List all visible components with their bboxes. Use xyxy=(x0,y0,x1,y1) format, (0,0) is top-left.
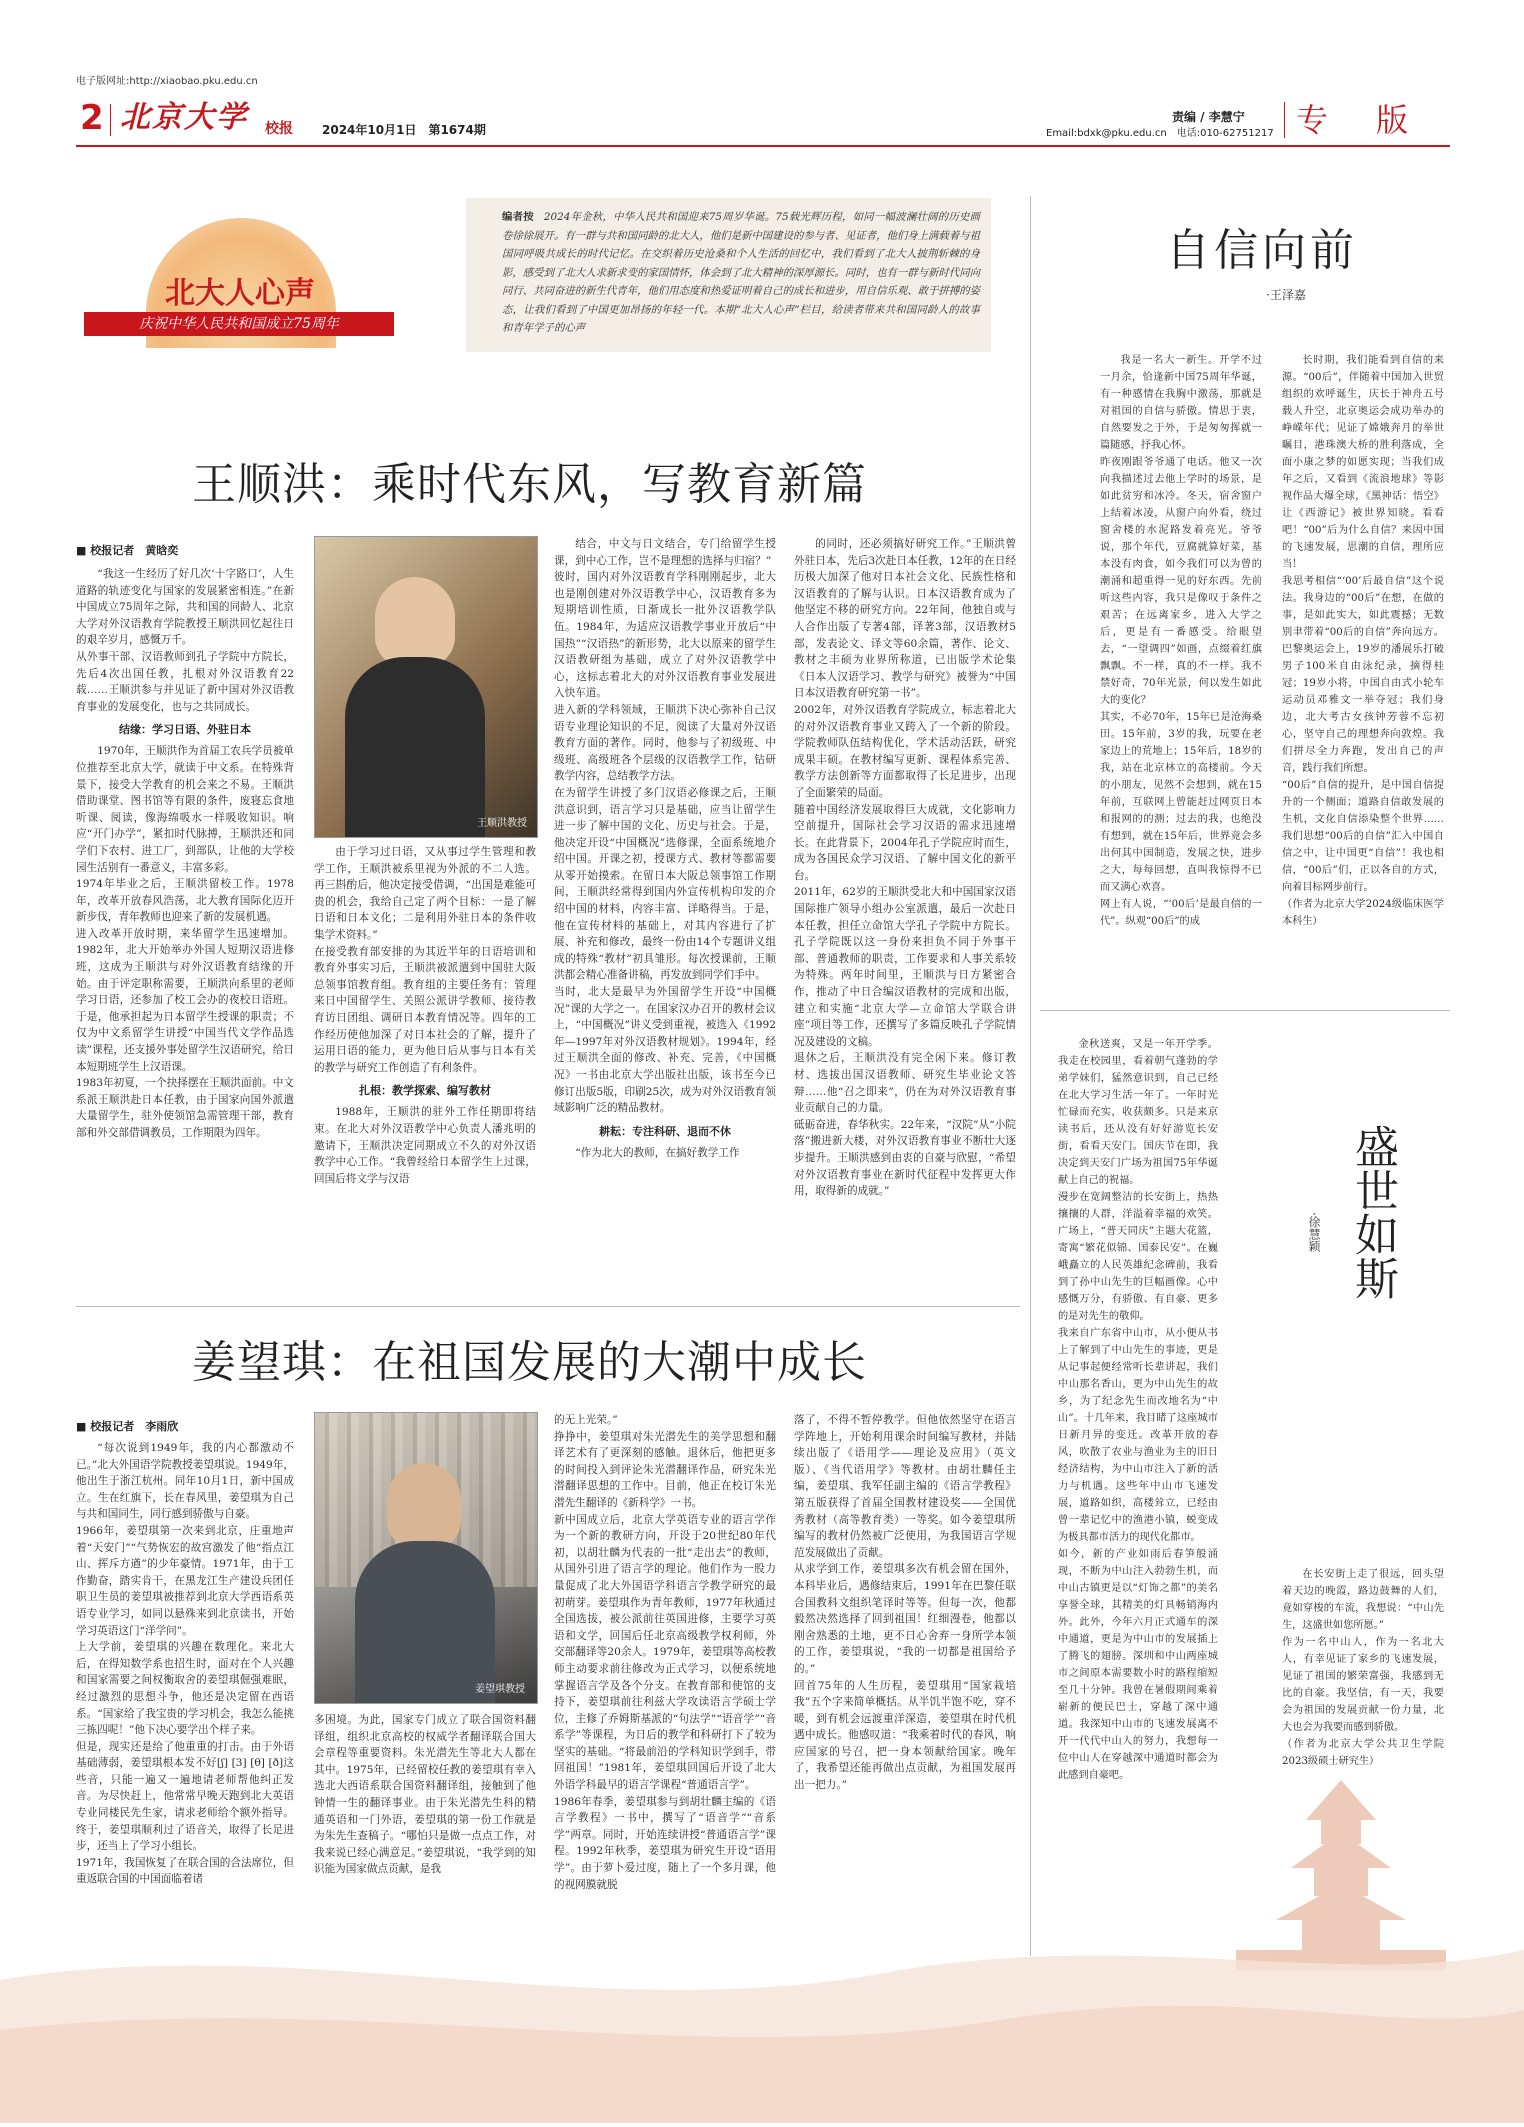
article2-col2 xyxy=(314,1712,536,1878)
article2-col3 xyxy=(554,1412,776,1893)
article1-col2-body: 由于学习过日语，又从事过学生管理和教学工作，王顺洪被系里视为外派的不二人选。再三斟酌后，他决定接受借调，“出国是难能可贵的机会，我给自己定了两个目标：一是了解日语和日本文化；二是利用外驻日本的条件收集学术资料。” 在接受教育部安排的为其近半年的日语培训和教育外事实习后，王顺洪被派遣到中国驻大阪总领事馆教育组。教育组的主要任务有：管理来日中国留学生、关照公派讲学教师、接待教育访日团组、调研日本教育情况等。四年的工作经历使他加深了对日本社会的了解，提升了运用日语的能力，更为他日后从事与日本有关的教学与研究工作创造了有利条件。 xyxy=(314,846,536,1074)
essay1-col1 xyxy=(1100,352,1262,930)
article2-col4-body: 落了，不得不暂停教学。但他依然坚守在语言学阵地上，开始利用课余时间编写教材，并陆续出版了《语用学——理论及应用》（英文版）、《当代语用学》等教材。由胡壮麟任主编，姜望琪、我军任副主编的《语言学教程》第五版获得了首届全国教材建设奖——全国优秀教材（高等教育类）一等奖。如今姜望琪所编写的教材仍然被广泛使用，为我国语言学规范发展做出了贡献。 从求学到工作，姜望琪多次有机会留在国外，本科毕业后，遇修结束后，1991年在巴黎任联合国教科文组织笔译时等等。但每一次，他都毅然决然选择了回到祖国！红细漫卷，他都以刚舍熟悉的土地，更不日心舍弃一身所学本领的工作，姜望琪说，“我的一切都是祖国给予的。” 回首75年的人生历程，姜望琪用“国家栽培我”五个字来简单概括。从半饥半饱不吃，穿不暖，到有机会远渡重洋深造，姜望琪在时代机遇中成长。他感叹道：“我乘着时代的春风，响应国家的号召，把一身本领献给国家。晚年了，我希望还能再做出点贡献，为祖国发展再出一把力。” xyxy=(794,1414,1016,1792)
article1-col1 xyxy=(76,566,294,1142)
editor-credit: 责编 / 李慧宁 xyxy=(1172,110,1245,124)
article1-col4 xyxy=(794,536,1016,1200)
essay1-col2-body: 长时期，我们能看到自信的来源。“00后”，伴随着中国加入世贸组织的欢呼诞生，庆长于神舟五号载人升空，北京奥运会成功举办的峥嵘年代；见证了嫦娥奔月的举世瞩目，港珠澳大桥的胜利落成，全面小康之梦的如愿实现；当我们成年之后，又看到《流浪地球》等影视作品大爆全球，《黑神话：悟空》让《西游记》被世界知晓。看看吧！“00”后为什么自信？来因中国的飞速发展，思潮的自信，理所应当！ 我思考相信“‘00’后最自信”这个说法。我身边的“00后”在想，在做的事，是如此实大，如此震撼；无数别聿带着“00后的自信”奔向远方。巴黎奥运会上，19岁的潘展乐打破男子100米自由泳纪录，摘得桂冠；19岁小将，中国自由式小轮车运动员邓雅文一举夺冠；我们身边，北大考古女孩钟芳蓉不忘初心，坚守自己的理想奔向敦煌。我们拼尽全力奔跑，发出自己的声音，践行我们所想。 “00后”自信的提升，是中国自信提升的一个侧面；道路自信敢发展的生机，文化自信添染整个世界……我们思想“00后的自信”汇入中国自信之中，让中国更“自信”！我也相信，“00后”们，正以各自的方式，向着目标网步前行。 （作者为北京大学2024级临床医学本科生） xyxy=(1282,355,1444,927)
essay2-col1-body: 金秋送爽，又是一年开学季。我走在校园里，看着朝气蓬勃的学弟学妹们，猛然意识到，自己已经在北大学习生活一年了。一年时光忙碌而充实，收获颇多。只是来京读书后，还从没有好好游览长安街，看看天安门。国庆节在即，我决定到天安门广场为祖国75年华诞献上自己的祝福。 漫步在宽阔整洁的长安街上，热热攘攘的人群，洋溢着幸福的欢笑。广场上，“普天同庆”主题大花篮，寄寓“繁花似锦、国泰民安”。在巍峨矗立的人民英雄纪念碑前，我看到了孙中山先生的巨幅画像。心中感慨万分，有骄傲、有自豪、更多的是对先生的敬仰。 我来自广东省中山市，从小便从书上了解到了中山先生的事迹，更是从记事起便经常听长辈讲起，我们中山那名香山，更为中山先生的故乡，为了纪念先生而改地名为“中山”。十几年来，我目睹了这座城市日新月异的变迁。改革开放的春风，吹散了农业与渔业为主的旧日经济结构，为中山市注入了新的活力与机遇。这些年中山市飞速发展，道路如织，高楼耸立，已经由曾一辈记忆中的渔港小镇，蜕变成为极具都市活力的现代化都市。 如今，新的产业如雨后春笋般涌现，不断为中山注入勃勃生机，而中山古镇更是以“灯饰之都”的美名享誉全球，其精美的灯具畅销海内外。此外，今年六月正式通车的深中通道，更是为中山市的发展插上了腾飞的翅膀。深圳和中山两座城市之间原本需要数小时的路程缩短至几十分钟。我曾在暑假期间乘着崭新的便民巴士，穿越了深中通道。我深知中山市的飞速发展离不开一代代中山人的努力，我想每一位中山人在穿越深中通道时都会为此感到自豪吧。 xyxy=(1058,1039,1218,1781)
essay1-col2 xyxy=(1282,352,1444,930)
article1-subhead-3: 耕耘：专注科研、退而不休 xyxy=(599,1124,731,1138)
article1-col3-body2: “作为北大的教师，在搞好教学工作 xyxy=(575,1146,740,1159)
page-number: 2 xyxy=(80,98,104,138)
article1-subhead-1: 结缘：学习日语、外驻日本 xyxy=(119,723,251,737)
article2-col2-body: 多困境。为此，国家专门成立了联合国资料翻译组，组织北京高校的权威学者翻译联合国大会章程等重要资料。朱光潜先生等北大人都在其中。1975年，已经留校任教的姜望琪有幸入选北大西语系联合国资料翻译组，接触到了他钟情一生的翻译事业。由于朱光潜先生科的精通英语和一门外语，姜望琪的第一份工作就是为朱先生查稿子。“哪怕只是做一点点工作，对我来说已经心满意足。”姜望琪说，“我学到的知识能为国家做点贡献，是我 xyxy=(314,1714,536,1876)
article1-col3 xyxy=(554,536,776,1161)
column-divider xyxy=(1030,196,1031,1956)
essay1-author: ·王泽嘉 xyxy=(1266,288,1306,302)
banner-title: 北大人心声 xyxy=(165,276,315,311)
article1-col1-intro: “我这一生经历了好几次‘十字路口’，人生道路的轨迹变化与国家的发展紧密相连。”在新中国成立75周年之际，共和国的同龄人、北京大学对外汉语教育学院教授王顺洪回忆起往日的艰辛岁月，感慨万千。 从外事干部、汉语教师到孔子学院中方院长，先后4次出国任教，扎根对外汉语教育22载……王顺洪参与并见证了新中国对外汉语教育事业的发展变化，也与之共同成长。 xyxy=(76,568,294,713)
photo-portrait xyxy=(387,1463,461,1549)
section-label: 专 版 xyxy=(1296,101,1417,139)
article1-col1-body: 1970年，王顺洪作为首届工农兵学员被单位推荐至北京大学，就读于中文系。在特殊背景下，接受大学教育的机会来之不易。王顺洪借助课堂、图书馆等有限的条件，废寝忘食地听课、阅读，像海绵吸水一样吸收知识。响应“开门办学”，紧扣时代脉搏，王顺洪还和同学们下农村、进工厂，到部队，让他的大学校园生活别有一番意义，丰富多彩。 1974年毕业之后，王顺洪留校工作。1978年，改革开放春风浩荡，北大教育国际化迈开新步伐，青年教师也迎来了新的发展机遇。 进入改革开放时期，来华留学生迅速增加。1982年，北大开始举办外国人短期汉语进修班，这成为王顺洪与对外汉语教育结缘的开始。由于评定职称需要，王顺洪向系里的老师学习日语，还参加了校工会办的夜校日语班。于是，他承担起为日本留学生授课的职责；不仅为中文系留学生讲授“中国当代文学作品选读”课程，还支援外事处留学生汉语研究，给日本短期班学生上汉语课。 1983年初夏，一个抉择摆在王顺洪面前。中文系派王顺洪赴日本任教，由于国家向国外派遣大量留学生，驻外使领馆急需管理干部，教育部和外交部借调教员，工作期限为四年。 xyxy=(76,745,294,1139)
essay1-title: 自信向前 xyxy=(1166,225,1358,276)
article1-headline: 王顺洪：乘时代东风，写教育新篇 xyxy=(192,459,867,510)
essay2-col2-body: 在长安街上走了很远，回头望着天边的晚霞，路边鼓舞的人们，竟如穿梭的车流，我想说：“中山先生，这盛世如您所愿。” 作为一名中山人，作为一名北大人，有幸见证了家乡的飞速发展，见证了祖国的繁荣富强，我感到无比的自豪。我坚信，有一天，我要会为祖国的发展贡献一份力量，北大也会为我要而感到骄傲。 （作者为北京大学公共卫生学院2023级硕士研究生） xyxy=(1282,1569,1444,1767)
article2-col4 xyxy=(794,1412,1016,1794)
essay2-title: 盛世如斯 xyxy=(1347,1124,1398,1300)
article1-photo xyxy=(314,536,538,838)
article1-col2-body2: 1988年，王顺洪的驻外工作任期即将结束。在北大对外汉语教学中心负责人潘兆明的邀请下，王顺洪决定同期成立不久的对外汉语教学中心工作。“我曾经给日本留学生上过课，回国后将文学与汉语 xyxy=(314,1106,536,1185)
essay-divider xyxy=(1040,1010,1450,1011)
article2-photo xyxy=(314,1412,538,1704)
banner-subtitle: 庆祝中华人民共和国成立75周年 xyxy=(84,312,394,336)
article-divider xyxy=(76,1306,1020,1307)
article1-photo-caption: 王顺洪教授 xyxy=(477,818,527,829)
site-url[interactable]: 电子版网址:http://xiaobao.pku.edu.cn xyxy=(76,76,258,87)
article1-subhead-2: 扎根：教学探索、编写教材 xyxy=(359,1084,491,1098)
article2-col3-body: 的无上光荣。” 挣挣中，姜望琪对朱光潜先生的美学思想和翻译艺术有了更深刻的感触。退休后，他把更多的时间投入到评论朱光潜翻译作品，研究朱光潜翻译思想的工作中。目前，他正在校订朱光潜先生翻译的《新科学》一书。 新中国成立后，北京大学英语专业的语言学作为一个新的教研方向，开设于20世纪80年代初，以胡壮麟为代表的一批“走出去”的教师，从国外引进了语言学的理论。他们作为一股力量促成了北大外国语学科语言学教学研究的最初萌芽。姜望琪作为青年教师，1977年秋通过全国选拔，被公派前往英国进修，主要学习英语和文学，回国后任北京高级教学权利师，外交部翻译等20余人。1979年，姜望琪等高校教师主动要求前往修改为正式学习，以便系统地掌握语言学及各个分支。在教育部和使馆的支持下，姜望琪前往利兹大学攻读语言学硕士学位，主修了乔姆斯基派的“句法学”“语音学”“音系学”等课程，为日后的教学和科研打下了较为坚实的基础。“将最前沿的学科知识学到手，带回祖国！”1981年，姜望琪回国后开设了北大外语学科最早的语言学课程“普通语言学”。 1986年春季，姜望琪参与到胡壮麟主编的《语言学教程》一书中，撰写了“语音学”“音系学”两章。同时，开始连续讲授“普通语言学”课程。1992年秋季，姜望琪为研究生开设“语用学”。由于萝卜爱过度，随上了一个多月课，他的视网膜就脱 xyxy=(554,1414,776,1891)
article1-col2 xyxy=(314,844,536,1187)
essay2-author: ·徐慧颖 xyxy=(1307,1212,1321,1252)
masthead-divider xyxy=(110,104,111,136)
article1-col4-body: 的同时，还必须搞好研究工作。”王顺洪曾外驻日本，先后3次赴日本任教，12年的在日经历极大加深了他对日本社会文化、民族性格和汉语教育的了解与认识。日本汉语教育成为了他坚定不移的研究方向。22年间，他独自或与人合作出版了专著4部，译著3部，汉语教材5部，发表论文、译文等60余篇，著作、论文、教材之丰硕为业界所称道，已出版学术论集《日本人汉语学习、教学与研究》被誉为“中国日本汉语教育研究第一书”。 2002年，对外汉语教育学院成立，标志着北大的对外汉语教育事业又跨入了一个新的阶段。学院教师队伍结构优化，学术活动活跃，研究成果丰硕。在教材编写更新、课程体系完善、教学方法创新等方面都取得了长足进步，出现了全面繁荣的局面。 随着中国经济发展取得巨大成就，文化影响力空前提升，国际社会学习汉语的需求迅速增长。在此背景下，2004年孔子学院应时而生，成为各国民众学习汉语、了解中国文化的新平台。 2011年，62岁的王顺洪受北大和中国国家汉语国际推广领导小组办公室派遣，最后一次赴日本任教，担任立命馆大学孔子学院中方院长。孔子学院既以这一身份来担负不同于外事干部、普通教师的职责，工作要求和人事关系较为特殊。两年时间里，王顺洪与日方紧密合作，推动了中日合编汉语教材的完成和出版，建立和实施“北京大学—立命馆大学联合讲座”项目等工作，还撰写了多篇反映孔子学院情况及建设的文稿。 退休之后，王顺洪没有完全闲下来。修订教材、选拔出国汉语教师、研究生毕业论文答辩……他“召之即来”，仍在为对外汉语教育事业贡献自己的力量。 砥砺奋进，春华秋实。22年来，“汉院”从“小院落”搬进新大楼，对外汉语教育事业不断壮大逐步提升。王顺洪感到由衷的自豪与欣慰，“希望对外汉语教育事业在新时代征程中发挥更大作用，取得新的成就。” xyxy=(794,538,1016,1198)
editor-note-text: 2024年金秋，中华人民共和国迎来75周岁华诞。75载光辉历程，如同一幅波澜壮阔的历史画卷徐徐展开。有一群与共和国同龄的北大人，他们是新中国建设的参与者、见证者，他们身上满载着与祖国同呼吸共成长的时代记忆。在交织着历史沧桑和个人生活的回忆中，我们看到了北大人披荆斩棘的身影，感受到了北大人求新求变的家国情怀，体会到了北大精神的深厚源长。同时，也有一群与新时代同向同行、共同奋进的新生代青年，他们用态度和热爱证明着自己的成长和进步，用自信乐观、敢于拼搏的姿态，让我们看到了中国更加昂扬的年轻一代。本期“北大人心声”栏目，给读者带来共和国同龄人的故事和青年学子的心声 xyxy=(502,211,981,334)
photo-portrait xyxy=(375,577,455,667)
header-rule xyxy=(76,145,1450,147)
article2-col1 xyxy=(76,1440,294,1888)
photo-body xyxy=(355,1541,495,1703)
bottom-wave-decoration xyxy=(0,1920,1524,2123)
article1-col3-body: 结合，中文与日文结合，专门给留学生授课，到中心工作，岂不是理想的选择与归宿？” 彼时，国内对外汉语教育学科刚刚起步，北大也是刚创建对外汉语教学中心，汉语教育多为短期培训性质，日渐成长一批外汉语教学队伍。1984年，为适应汉语教学事业开放后“中国热”“汉语热”的新形势，北大以原来的留学生汉语教研组为基础，成立了对外汉语教学中心，这标志着北大的对外汉语教育事业发展进入快车道。 进入新的学科领域，王顺洪下决心弥补自己汉语专业理论知识的不足，阅读了大量对外汉语教育方面的著作。同时，他参与了初级班、中级班、高级班各个层级的汉语教学工作，钻研教学内容，总结教学方法。 在为留学生讲授了多门汉语必修课之后，王顺洪意识到，语言学习只是基础，应当让留学生进一步了解中国的文化、历史与社会。于是，他决定开设“中国概况”选修课，全面系统地介绍中国。开课之初，授课方式、教材等都需要从零开始摸索。在留日本大阪总领事馆工作期间，王顺洪经常得到国内外宣传机构印发的介绍中国的材料，内容丰富、详略得当。于是，他在宣传材料的基础上，对其内容进行了扩展、补充和修改，最终一份由14个专题讲义组成的特殊“教材”初具雏形。每次授课前，王顺洪都会精心准备讲稿，再发放到同学们手中。 当时，北大是最早为外国留学生开设“中国概况”课的大学之一。在国家汉办召开的教材会议上，“中国概况”讲义受到重视，被选入《1992年—1997年对外汉语教材规划》。1994年，经过王顺洪全面的修改、补充、完善，《中国概况》一书由北京大学出版社出版，该书至今已修订出版5版，印刷25次，成为对外汉语教育领域影响广泛的精品教材。 xyxy=(554,538,776,1115)
editor-note xyxy=(502,208,980,338)
article1-byline: ■ 校报记者 黄晗奕 xyxy=(76,544,179,557)
section-divider xyxy=(1284,102,1285,138)
article2-photo-caption: 姜望琪教授 xyxy=(475,1684,525,1695)
essay1-col1-body: 我是一名大一新生。开学不过一月余，恰逢新中国75周年华诞，有一种感情在我胸中激荡，那就是对祖国的自信与骄傲。情思于衷，自然要发之于外，于是匆匆挥就一篇随感，抒我心怀。 昨夜刚跟爷爷通了电话。他又一次向我描述过去他上学时的场景，是如此贫穷和冰冷。冬天，宿舍窗户上结着冰凌，从窗户向外看，绕过窗舍楼的水泥路发着亮光。爷爷说，那个年代，豆腐就算好菜，基本没有肉食，如今我们可以为曾的潮涌和超重得一见的好东西。先前听这些内容，我只是像叹于条件之艰苦；在远离家乡，进入大学之后，更是有一番感受。给眼望去，“一望调四”如画，点缀着红旗飘飘。不一样，真的不一样。我不禁好奇，70年光景，何以发生如此大的变化？ 其实，不必70年，15年已是沧海桑田。15年前，3岁的我，玩要在老家边上的荒地上；15年后，18岁的我，站在北京林立的高楼前。今天的小朋友，见然不会想到，就在15年前，互联网上曾能赶过网页日本和报网的的测；过去的我，也绝没有想到，就在15年后，世界竟会多出何其中国制造，发展之快，进步之大，每每回想，直叫我惊得不已而又满心欢喜。 网上有人说，“‘00后’是最自信的一代”。纵观“00后”的成 xyxy=(1100,355,1262,927)
article2-col1-body: “每次说到1949年，我的内心都激动不已。”北大外国语学院教授姜望琪说。1949年，他出生于浙江杭州。同年10月1日，新中国成立。生在红旗下，长在春风里，姜望琪为自己与共和国同生，同行感到骄傲与自豪。 1966年，姜望琪第一次来到北京，庄重地声着“天安门”“气势恢宏的故宫激发了他“指点江山、挥斥方遒”的少年豪情。1971年，由于工作勤奋，踏实肯干，在黑龙江生产建设兵团任职卫生员的姜望琪被推荐到北京大学西语系英语专业学习，如同以悬殊来到北京读书，开始学习英语这门“洋学问”。 上大学前，姜望琪的兴趣在数理化。来北大后，在得知数学系也招生时，面对在个人兴趣和国家需要之间权衡取舍的姜望琪倔强难眠，经过激烈的思想斗争，他还是决定留在西语系。“国家给了我宝贵的学习机会，我怎么能挑三拣四呢！”他下决心要学出个样子来。 但是，现实还是给了他重重的打击。由于外语基础薄弱，姜望琪根本发不好[ʃ] [3] [θ] [ð]这些音，只能一遍又一遍地请老师帮他纠正发音。为尽快赶上，他常常早晚天跑到北大英语专业同楼民先生家，请求老师给个额外指导。终于，姜望琪顺利过了语音关，取得了长足进步，还当上了学习小组长。 1971年，我国恢复了在联合国的合法席位，但重返联合国的中国面临着诸 xyxy=(76,1442,294,1886)
masthead-logo: 北京大学 xyxy=(120,100,248,135)
contact-info: Email:bdxk@pku.edu.cn 电话:010-62751217 xyxy=(1046,128,1274,139)
issue-date: 2024年10月1日 第1674期 xyxy=(322,123,486,137)
essay2-col1 xyxy=(1058,1036,1218,1784)
essay2-col2 xyxy=(1282,1566,1444,1770)
article2-byline: ■ 校报记者 李雨欣 xyxy=(76,1420,179,1433)
article2-headline: 姜望琪：在祖国发展的大潮中成长 xyxy=(192,1337,867,1388)
masthead-sub: 校报 xyxy=(265,121,293,137)
editor-note-label: 编者按 xyxy=(502,211,534,223)
photo-body xyxy=(345,657,485,837)
